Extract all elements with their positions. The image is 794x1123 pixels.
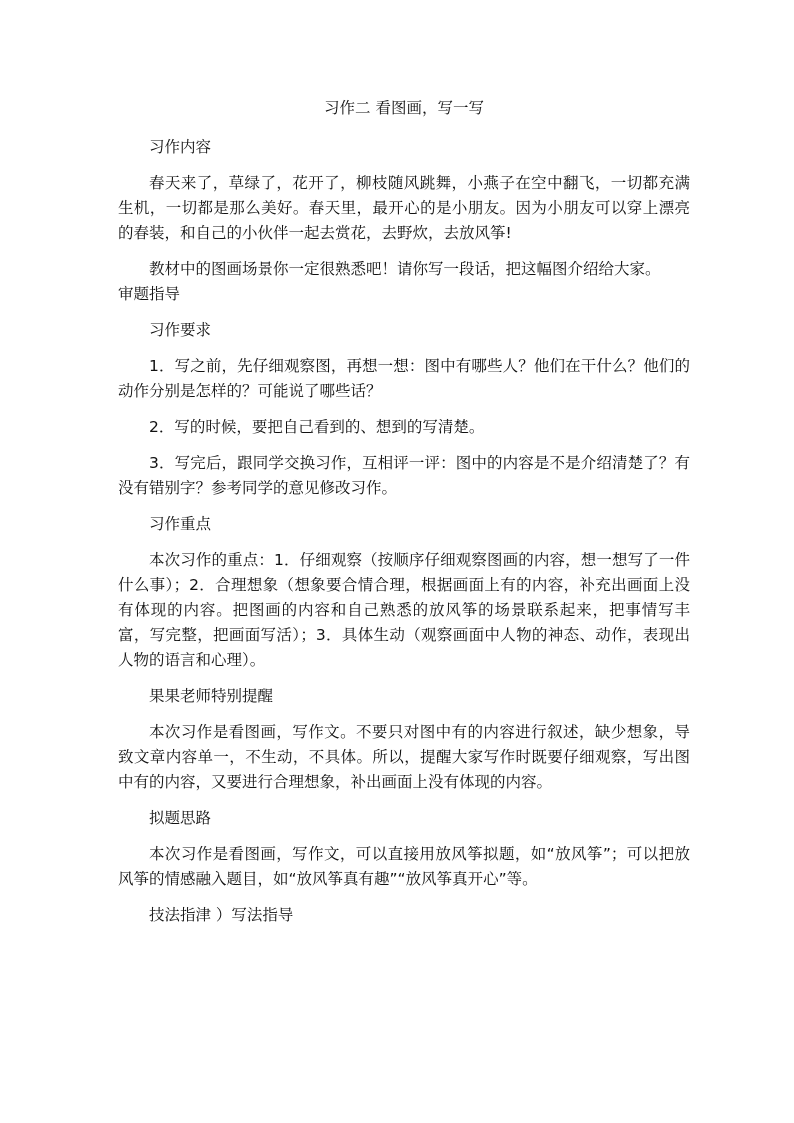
paragraph-spring-intro: 春天来了，草绿了，花开了，柳枝随风跳舞，小燕子在空中翻飞，一切都充满生机，一切都是那么美好。春天里，最开心的是小朋友。因为小朋友可以穿上漂亮的春装，和自己的小伙伴一起去赏花，去野炊，去放风筝! <box>118 174 690 242</box>
label-review-guidance: 审题指导 <box>118 285 181 303</box>
paragraph-task: 教材中的图画场景你一定很熟悉吧！请你写一段话，把这幅图介绍给大家。 <box>149 260 661 278</box>
section-heading-title-ideas: 拟题思路 <box>149 809 212 827</box>
section-heading-teacher-reminder: 果果老师特别提醒 <box>149 687 274 705</box>
requirement-item-1: 1．写之前，先仔细观察图，再想一想：图中有哪些人？他们在干什么？他们的动作分别是怎样的？可能说了哪些话？ <box>118 357 690 400</box>
document-page <box>118 96 690 939</box>
section-heading-requirements: 习作要求 <box>149 321 212 339</box>
section-heading-key-points: 习作重点 <box>149 515 212 533</box>
paragraph-key-points: 本次习作的重点：1．仔细观察（按顺序仔细观察图画的内容，想一想写了一件什么事）；2．合理想象（想象要合情合理，根据画面上有的内容，补充出画面上没有体现的内容。把图画的内容和自己熟悉的放风筝的场景联系起来，把事情写丰富，写完整，把画面写活）；3．具体生动（观察画面中人物的神态、动作，表现出人物的语言和心理）。 <box>118 551 690 669</box>
section-heading-content: 习作内容 <box>149 138 212 156</box>
section-heading-writing-guide: 技法指津 ）写法指导 <box>149 906 294 924</box>
paragraph-title-ideas: 本次习作是看图画，写作文，可以直接用放风筝拟题，如“放风筝”；可以把放风筝的情感融入题目，如“放风筝真有趣”“放风筝真开心”等。 <box>118 845 690 888</box>
document-title: 习作二 看图画，写一写 <box>324 99 484 117</box>
requirement-item-3: 3．写完后，跟同学交换习作，互相评一评：图中的内容是不是介绍清楚了？有没有错别字？参考同学的意见修改习作。 <box>118 454 690 497</box>
paragraph-teacher-reminder: 本次习作是看图画，写作文。不要只对图中有的内容进行叙述，缺少想象，导致文章内容单一，不生动，不具体。所以，提醒大家写作时既要仔细观察，写出图中有的内容，又要进行合理想象，补出画面上没有体现的内容。 <box>118 723 690 791</box>
requirement-item-2: 2．写的时候，要把自己看到的、想到的写清楚。 <box>149 418 485 436</box>
